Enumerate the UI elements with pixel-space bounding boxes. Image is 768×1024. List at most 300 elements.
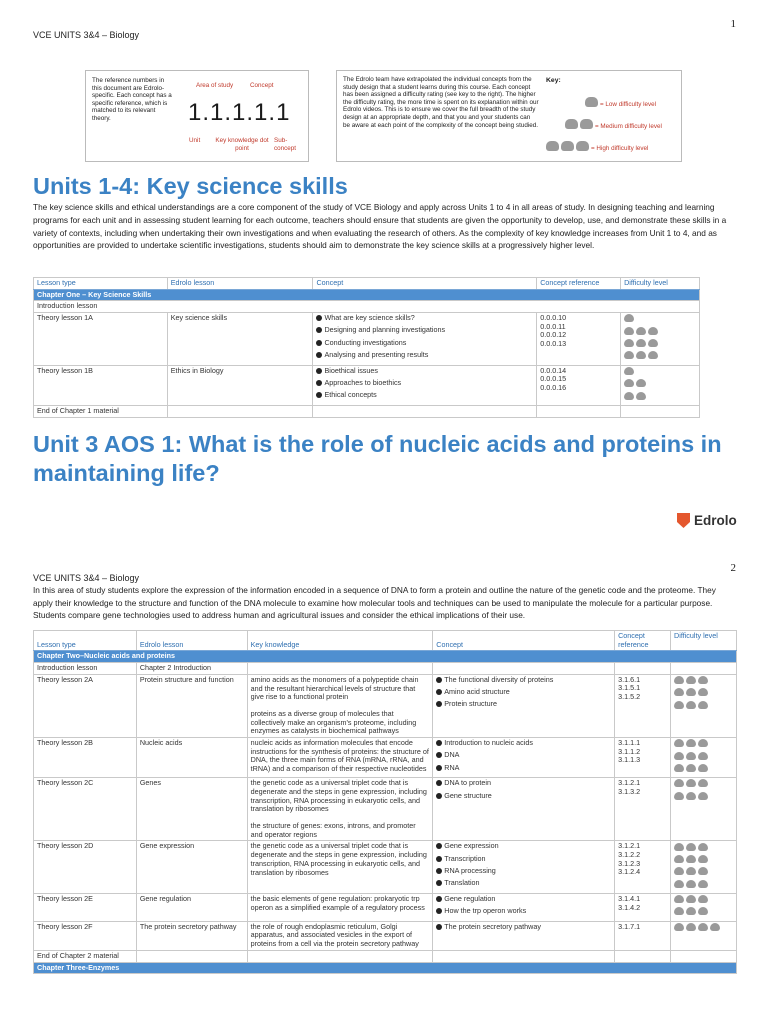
empty-cell (247, 663, 433, 675)
lesson-type-cell: Theory lesson 2E (34, 893, 137, 921)
brain-icon (624, 392, 634, 400)
brain-icon (686, 867, 696, 875)
brain-icon (686, 843, 696, 851)
running-head: VCE UNITS 3&4 – Biology (33, 573, 140, 583)
difficulty-cell (671, 893, 737, 921)
difficulty-rating (674, 895, 733, 907)
empty-cell (313, 405, 537, 417)
concept-item (316, 326, 533, 335)
brain-icon (698, 880, 708, 888)
key-science-skills-table (33, 277, 700, 418)
concept-cell (433, 921, 615, 950)
key-title: Key: (546, 77, 561, 84)
reference-explainer-box (85, 70, 309, 162)
brain-icon (686, 923, 696, 931)
brain-icon (674, 779, 684, 787)
brain-icon (636, 351, 646, 359)
brain-icon (698, 739, 708, 747)
difficulty-rating (624, 379, 696, 391)
concept-reference: 3.1.2.1 (618, 778, 641, 788)
concept-text: Approaches to bioethics (324, 377, 402, 387)
concept-item (436, 879, 611, 888)
key-medium-row (565, 115, 662, 133)
concept-reference: 3.1.7.1 (618, 921, 641, 931)
reference-cell (537, 313, 621, 366)
brain-icon (624, 379, 634, 387)
reference-cell (537, 365, 621, 405)
brain-icon (686, 752, 696, 760)
running-head: VCE UNITS 3&4 – Biology (33, 30, 140, 40)
brain-icon (686, 688, 696, 696)
concept-item (436, 895, 611, 904)
lesson-type-cell: Theory lesson 2A (34, 674, 137, 737)
key-knowledge-text: the genetic code as a universal triplet code that is degenerate and the steps in gene expression, including transcription, RNA processing in eukaryotic cells, and translation by ribosomes (250, 841, 427, 877)
key-high-row (546, 137, 648, 155)
bullet-dot-icon (316, 327, 322, 333)
concept-item (436, 739, 611, 748)
difficulty-rating (674, 688, 733, 700)
table-row (34, 313, 700, 366)
lesson-name-cell: Protein structure and function (136, 674, 247, 737)
concept-cell (313, 365, 537, 405)
bullet-dot-icon (436, 793, 442, 799)
bullet-dot-icon (436, 843, 442, 849)
difficulty-cell (671, 738, 737, 778)
concept-text: Translation (444, 878, 480, 888)
brain-icon (686, 739, 696, 747)
bullet-dot-icon (436, 908, 442, 914)
section-heading-key-science-skills: Units 1-4: Key science skills (33, 173, 348, 199)
key-knowledge-text: the basic elements of gene regulation: prokaryotic trp operon as a simplified example of a regulatory process (250, 893, 425, 912)
difficulty-cell (621, 313, 700, 366)
lesson-type-cell: Theory lesson 2F (34, 921, 137, 950)
lesson-type-cell: Theory lesson 1A (34, 313, 168, 366)
col-header: Edrolo lesson (136, 631, 247, 651)
brain-icon (674, 895, 684, 903)
brain-icon (636, 327, 646, 335)
concept-reference: 0.0.0.10 (540, 313, 567, 323)
medium-label: = Medium difficulty level (595, 123, 662, 130)
concept-reference: 0.0.0.11 (540, 321, 566, 331)
concept-cell (433, 893, 615, 921)
sub-concept-label: Sub-concept (274, 137, 297, 152)
lesson-type-cell: Theory lesson 1B (34, 365, 168, 405)
col-header: Difficulty level (671, 631, 737, 651)
brain-icon (674, 907, 684, 915)
bullet-dot-icon (316, 352, 322, 358)
reference-cell (615, 893, 671, 921)
empty-cell (433, 663, 615, 675)
concept-item (436, 764, 611, 773)
bullet-dot-icon (436, 896, 442, 902)
brain-icon (674, 688, 684, 696)
key-knowledge-cell (247, 674, 433, 737)
concept-item (436, 700, 611, 709)
bullet-dot-icon (436, 765, 442, 771)
unit-label: Unit (189, 137, 201, 144)
difficulty-rating (674, 880, 733, 892)
empty-cell (247, 950, 433, 962)
concept-text: Amino acid structure (444, 687, 510, 697)
concept-reference: 0.0.0.15 (540, 374, 567, 384)
end-material-cell: End of Chapter 1 material (34, 405, 168, 417)
empty-cell (671, 663, 737, 675)
brain-icon (674, 752, 684, 760)
brain-icon (698, 688, 708, 696)
brain-icon (565, 119, 578, 129)
brain-icon (698, 923, 708, 931)
brain-icon (698, 701, 708, 709)
brain-icon (698, 792, 708, 800)
lesson-type-cell: Theory lesson 2C (34, 778, 137, 841)
concept-reference: 3.1.5.2 (618, 692, 641, 701)
brain-icon (698, 676, 708, 684)
bullet-dot-icon (436, 740, 442, 746)
logo-text: Edrolo (694, 513, 737, 528)
unit3-aos1-paragraph: In this area of study students explore the expression of the information encoded in a sequence of DNA to form a protein and outline the nature of the genetic code and the proteome. They apply their knowledge to the structure and function of the DNA molecule to examine how molecular tools and techniques can be used to manipulate the molecule for a particular purpose. Students compare gene technologies used to address human and agricultural issues and consider the ethical implications of their use. (33, 585, 716, 620)
concept-text: How the trp operon works (444, 906, 527, 916)
lesson-name-cell: Nucleic acids (136, 738, 247, 778)
brain-icon (674, 880, 684, 888)
empty-cell (136, 950, 247, 962)
bullet-dot-icon (316, 315, 322, 321)
concept-item (316, 391, 533, 400)
brain-icon (580, 119, 593, 129)
empty-cell (671, 950, 737, 962)
concept-reference: 3.1.2.1 (618, 841, 641, 851)
difficulty-rating (674, 923, 733, 935)
col-header: Concept (433, 631, 615, 651)
brain-icon (674, 843, 684, 851)
difficulty-cell (671, 921, 737, 950)
area-of-study-label: Area of study (196, 82, 234, 89)
brain-icon (585, 97, 598, 107)
col-header: Lesson type (34, 631, 137, 651)
brain-icon (636, 392, 646, 400)
empty-cell (615, 950, 671, 962)
concept-item (436, 867, 611, 876)
brain-icon (546, 141, 559, 151)
bullet-dot-icon (436, 677, 442, 683)
table-row (34, 738, 737, 778)
concept-item (316, 314, 533, 323)
difficulty-cell (621, 365, 700, 405)
concept-text: RNA (444, 762, 460, 772)
concept-cell (433, 738, 615, 778)
brain-icon (636, 339, 646, 347)
reference-cell (615, 674, 671, 737)
key-knowledge-label: Key knowledge dot point (215, 137, 269, 152)
lesson-name-cell: Gene expression (136, 841, 247, 894)
key-science-skills-paragraph: The key science skills and ethical understandings are a core component of the study of VCE Biology and apply across Units 1 to 4 in all areas of study. In designing teaching and learning programs for each unit and in assessing student learning for each outcome, teachers should ensure that students are given the opportunity to develop, use, and demonstrate these skills in a variety of contexts, including when undertaking their own investigations and when evaluating the research of others. As the complexity of key knowledge increases from Unit 1 to 4, and as opportunities are provided to undertake scientific investigations, students should aim to demonstrate the key science skills at a progressively higher level. (33, 202, 727, 251)
brain-icon (686, 701, 696, 709)
table-row (34, 405, 700, 417)
concept-item (316, 339, 533, 348)
concept-reference: 0.0.0.14 (540, 365, 567, 375)
concept-text: Analysing and presenting results (324, 350, 429, 359)
table-row (34, 950, 737, 962)
brain-icon (698, 843, 708, 851)
lesson-type-cell: Theory lesson 2B (34, 738, 137, 778)
brain-icon (674, 923, 684, 931)
brain-icon (674, 701, 684, 709)
concept-reference: 3.1.5.1 (618, 683, 641, 693)
difficulty-rating (624, 314, 696, 326)
concept-reference: 3.1.3.2 (618, 786, 641, 796)
low-label: = Low difficulty level (600, 101, 657, 108)
table-row (34, 365, 700, 405)
brain-icon (698, 752, 708, 760)
concept-text: DNA to protein (444, 778, 492, 788)
edrolo-logo (677, 513, 737, 528)
concept-text: Ethical concepts (324, 390, 377, 400)
brain-icon (674, 867, 684, 875)
bullet-dot-icon (316, 368, 322, 374)
concept-label: Concept (250, 82, 274, 89)
intro-lesson-name: Chapter 2 Introduction (136, 663, 247, 675)
concept-reference: 0.0.0.12 (540, 330, 567, 340)
concept-reference: 0.0.0.16 (540, 382, 567, 392)
concept-text: Introduction to nucleic acids (444, 738, 533, 748)
brain-icon (674, 764, 684, 772)
intro-lesson-cell: Introduction lesson (34, 301, 700, 313)
table-row (34, 921, 737, 950)
section-heading-unit3-aos1: Unit 3 AOS 1: What is the role of nucleic acids and proteins in maintaining life? (33, 431, 722, 486)
key-knowledge-cell (247, 921, 433, 950)
difficulty-cell (671, 841, 737, 894)
brain-icon (710, 923, 720, 931)
concept-text: Gene expression (444, 841, 499, 851)
concept-item (436, 779, 611, 788)
concept-item (436, 676, 611, 685)
difficulty-rating (674, 751, 733, 763)
concept-reference: 3.1.2.3 (618, 858, 641, 868)
col-header: Concept reference (537, 278, 621, 290)
lesson-type-cell: Theory lesson 2D (34, 841, 137, 894)
concept-reference: 3.1.4.2 (618, 902, 641, 912)
brain-icon (698, 779, 708, 787)
concept-reference: 3.1.2.2 (618, 850, 641, 860)
brain-icon (636, 379, 646, 387)
reference-cell (615, 841, 671, 894)
difficulty-rating (674, 855, 733, 867)
difficulty-key-box (336, 70, 682, 162)
chapter-three-row (34, 962, 737, 974)
key-knowledge-cell (247, 738, 433, 778)
brain-icon (686, 907, 696, 915)
difficulty-rating (674, 867, 733, 879)
concept-reference: 3.1.1.2 (618, 746, 641, 756)
key-knowledge-text: nucleic acids as information molecules that encode instructions for the synthesis of proteins: the structure of DNA, the three main forms of RNA (mRNA, rRNA, and tRNA) and a comparison of their respective nucleotides (250, 738, 429, 774)
brain-icon (686, 792, 696, 800)
concept-reference: 0.0.0.13 (540, 338, 567, 348)
brain-icon (698, 855, 708, 863)
concept-item (436, 855, 611, 864)
brain-icon (686, 779, 696, 787)
bullet-dot-icon (316, 392, 322, 398)
difficulty-rating (624, 367, 696, 379)
concept-text: Transcription (444, 853, 486, 863)
concept-item (316, 367, 533, 376)
concept-item (436, 923, 611, 932)
reference-cell (615, 921, 671, 950)
concept-text: Gene regulation (444, 893, 496, 903)
concept-text: The functional diversity of proteins (444, 674, 554, 684)
concept-cell (433, 674, 615, 737)
concept-item (436, 842, 611, 851)
lesson-name-cell: Key science skills (167, 313, 313, 366)
reference-number: 1.1.1.1.1 (188, 99, 291, 126)
brain-icon (624, 351, 634, 359)
concept-text: Conducting investigations (324, 337, 407, 347)
table-row (34, 778, 737, 841)
concept-reference: 3.1.6.1 (618, 674, 641, 684)
bullet-dot-icon (436, 856, 442, 862)
brain-icon (674, 855, 684, 863)
concept-text: RNA processing (444, 866, 496, 876)
concept-text: Bioethical issues (324, 365, 378, 375)
brain-icon (674, 739, 684, 747)
key-explainer-text: The Edrolo team have extrapolated the individual concepts from the study design that a student learns during this course. Each concept has been assigned a difficulty rating (see key to the right). The higher the difficulty rating, the more time is spent on its explanation within our Edrolo videos. This is to ensure we cover the full breadth of the study design at an appropriate depth, and that you and your students can be aware at each point of the complexity of the concept being studied. (343, 76, 539, 129)
brain-icon (686, 764, 696, 772)
brain-icon (698, 764, 708, 772)
difficulty-rating (674, 701, 733, 713)
reference-cell (615, 738, 671, 778)
key-knowledge-text: amino acids as the monomers of a polypeptide chain and the resultant hierarchical levels of structure that give rise to a functional protein (250, 674, 419, 702)
key-knowledge-text: the role of rough endoplasmic reticulum, Golgi apparatus, and associated vesicles in the export of proteins from a cell via the protein secretory pathway (250, 921, 419, 949)
key-knowledge-text: the genetic code as a universal triplet code that is degenerate and the steps in gene expression, including transcription, RNA processing in eukaryotic cells, and translation by ribosomes (250, 778, 427, 814)
concept-text: Protein structure (444, 699, 497, 709)
brain-icon (648, 339, 658, 347)
bullet-dot-icon (436, 780, 442, 786)
reference-text: The reference numbers in this document are Edrolo-specific. Each concept has a specific reference, which is matched to its relevant theory. (92, 77, 172, 122)
difficulty-cell (671, 778, 737, 841)
col-header: Lesson type (34, 278, 168, 290)
concept-reference: 3.1.1.1 (618, 738, 641, 748)
page-number: 1 (730, 18, 736, 30)
table-row (34, 674, 737, 737)
brain-icon (624, 327, 634, 335)
concept-cell (433, 841, 615, 894)
difficulty-rating (674, 739, 733, 751)
key-knowledge-cell (247, 893, 433, 921)
brain-icon (686, 895, 696, 903)
concept-cell (433, 778, 615, 841)
brain-icon (648, 351, 658, 359)
lesson-name-cell: The protein secretory pathway (136, 921, 247, 950)
nucleic-acids-table (33, 630, 737, 974)
intro-lesson-type: Introduction lesson (34, 663, 137, 675)
high-label: = High difficulty level (591, 145, 649, 152)
bullet-dot-icon (436, 752, 442, 758)
table-row (34, 893, 737, 921)
empty-cell (621, 405, 700, 417)
bullet-dot-icon (436, 880, 442, 886)
brain-icon (698, 867, 708, 875)
concept-text: What are key science skills? (324, 313, 415, 323)
difficulty-rating (624, 351, 696, 363)
col-header: Concept reference (615, 631, 671, 651)
brain-icon (686, 855, 696, 863)
concept-reference: 3.1.2.4 (618, 867, 641, 877)
concept-cell (313, 313, 537, 366)
chapter-row: Chapter Two–Nucleic acids and proteins (34, 651, 737, 663)
brain-icon (698, 895, 708, 903)
difficulty-rating (624, 327, 696, 339)
brain-icon (674, 676, 684, 684)
brain-icon (674, 792, 684, 800)
concept-item (436, 792, 611, 801)
concept-text: The protein secretory pathway (444, 921, 541, 931)
col-header: Key knowledge (247, 631, 433, 651)
difficulty-rating (674, 764, 733, 776)
difficulty-cell (671, 674, 737, 737)
page-number: 2 (730, 562, 736, 574)
empty-cell (167, 405, 313, 417)
bullet-dot-icon (436, 689, 442, 695)
brain-icon (686, 676, 696, 684)
key-low-row (585, 93, 656, 111)
col-header: Difficulty level (621, 278, 700, 290)
concept-item (436, 907, 611, 916)
chapter-row: Chapter One – Key Science Skills (34, 289, 700, 301)
col-header: Edrolo lesson (167, 278, 313, 290)
chapter-row: Chapter Three-Enzymes (34, 962, 737, 974)
empty-cell (537, 405, 621, 417)
empty-cell (433, 950, 615, 962)
brain-icon (624, 314, 634, 322)
lesson-name-cell: Gene regulation (136, 893, 247, 921)
bullet-dot-icon (316, 380, 322, 386)
difficulty-rating (674, 907, 733, 919)
lesson-name-cell: Genes (136, 778, 247, 841)
bullet-dot-icon (316, 340, 322, 346)
difficulty-rating (624, 391, 696, 403)
concept-item (316, 351, 533, 360)
key-knowledge-text: proteins as a diverse group of molecules that collectively make an organism's proteome, including enzymes as catalysts in biochemical pathways (250, 708, 417, 736)
brain-icon (561, 141, 574, 151)
edrolo-shield-icon (677, 513, 690, 528)
bullet-dot-icon (436, 868, 442, 874)
difficulty-rating (624, 339, 696, 351)
brain-icon (648, 327, 658, 335)
brain-icon (624, 367, 634, 375)
concept-reference: 3.1.4.1 (618, 893, 641, 903)
difficulty-rating (674, 676, 733, 688)
concept-text: Designing and planning investigations (324, 325, 446, 335)
brain-icon (576, 141, 589, 151)
table-row (34, 841, 737, 894)
col-header: Concept (313, 278, 537, 290)
concept-item (436, 688, 611, 697)
key-knowledge-cell (247, 841, 433, 894)
end-material-cell: End of Chapter 2 material (34, 950, 137, 962)
empty-cell (615, 663, 671, 675)
brain-icon (698, 907, 708, 915)
bullet-dot-icon (436, 701, 442, 707)
difficulty-rating (674, 792, 733, 804)
reference-cell (615, 778, 671, 841)
concept-item (316, 379, 533, 388)
concept-text: Gene structure (444, 790, 492, 800)
key-knowledge-text: the structure of genes: exons, introns, and promoter and operator regions (250, 821, 416, 839)
bullet-dot-icon (436, 924, 442, 930)
key-knowledge-cell (247, 778, 433, 841)
lesson-name-cell: Ethics in Biology (167, 365, 313, 405)
concept-text: DNA (444, 750, 460, 760)
difficulty-rating (674, 842, 733, 854)
brain-icon (624, 339, 634, 347)
